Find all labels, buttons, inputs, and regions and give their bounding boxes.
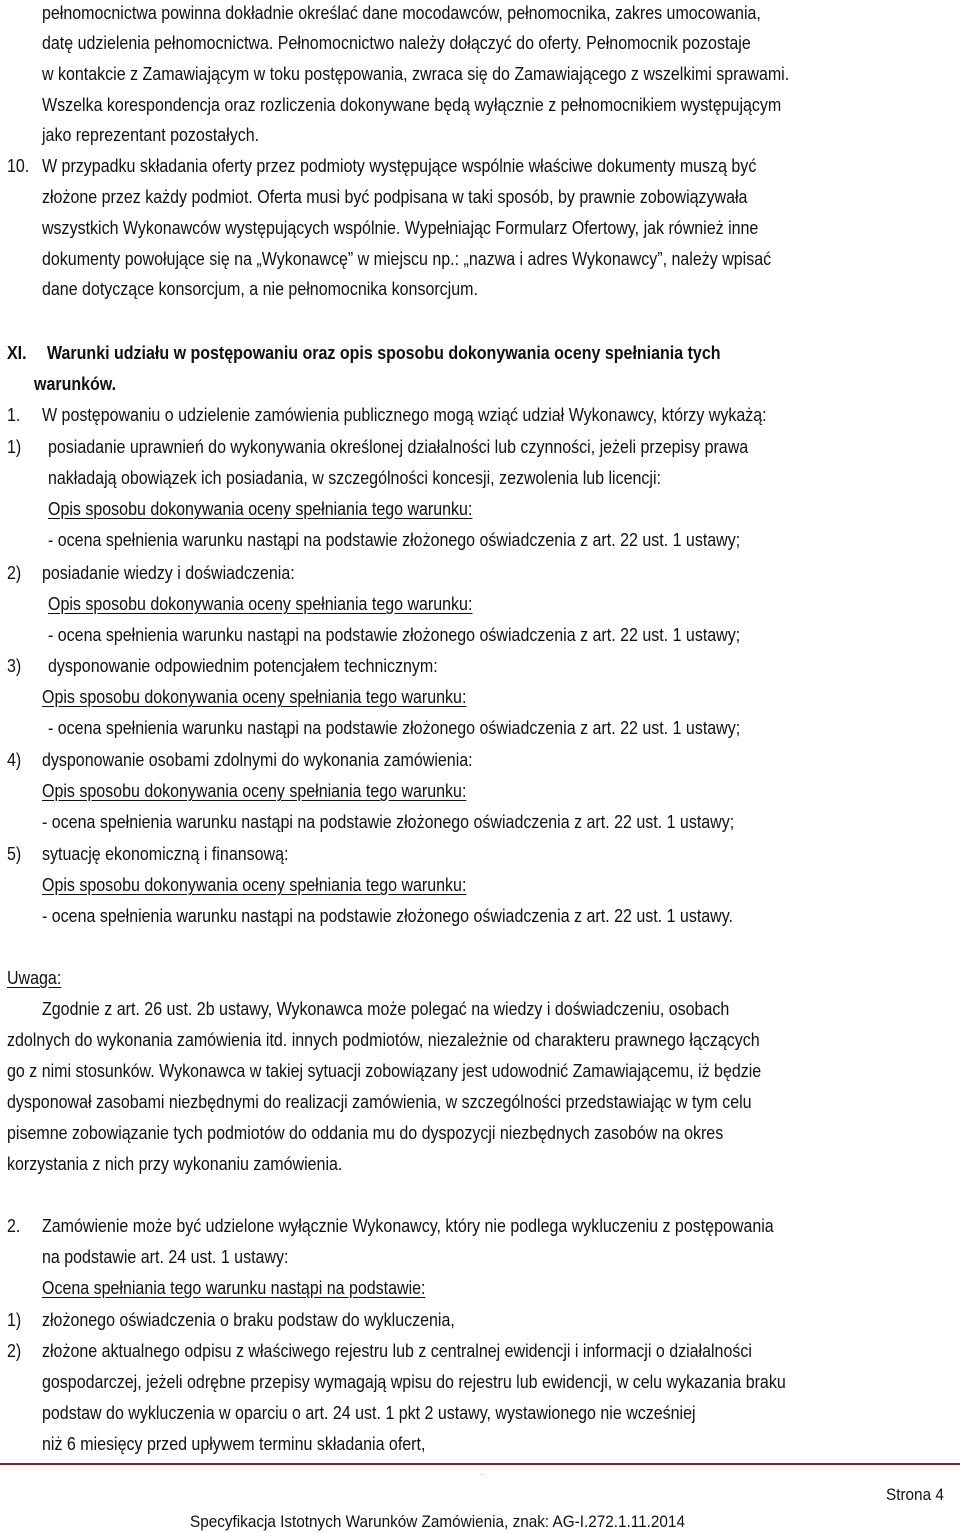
- condition-2-opis: Opis sposobu dokonywania oceny spełniania tego warunku:: [48, 594, 473, 614]
- condition-2-ocena: - ocena spełnienia warunku nastąpi na podstawie złożonego oświadczenia z art. 22 ust. 1 ustawy;: [48, 625, 741, 645]
- footer-ornament: ··: [480, 1470, 486, 1479]
- uwaga-line-4: dysponował zasobami niezbędnymi do realizacji zamówienia, w szczególności przedstawiając w tym celu: [7, 1092, 752, 1112]
- condition-3-text: dysponowanie odpowiednim potencjałem technicznym:: [48, 656, 438, 676]
- uwaga-label: Uwaga:: [7, 968, 62, 988]
- p9-line-1: pełnomocnictwa powinna dokładnie określać dane mocodawców, pełnomocnika, zakres umocowania,: [42, 3, 761, 23]
- uwaga-line-2: zdolnych do wykonania zamówienia itd. innych podmiotów, niezależnie od charakteru prawnego łączących: [7, 1030, 760, 1050]
- uwaga-line-1: Zgodnie z art. 26 ust. 2b ustawy, Wykonawca może polegać na wiedzy i doświadczeniu, osobach: [42, 999, 730, 1019]
- p10-line-5: dane dotyczące konsorcjum, a nie pełnomocnika konsorcjum.: [42, 279, 478, 299]
- p9-line-3: w kontakcie z Zamawiającym w toku postępowania, zwraca się do Zamawiającego z wszelkimi sprawami.: [42, 64, 790, 84]
- condition-3-opis: Opis sposobu dokonywania oceny spełniania tego warunku:: [42, 687, 467, 707]
- point1-text: W postępowaniu o udzielenie zamówienia publicznego mogą wziąć udział Wykonawcy, którzy wykażą:: [42, 405, 767, 425]
- section-title-line-1: Warunki udziału w postępowaniu oraz opis sposobu dokonywania oceny spełniania tych: [47, 343, 721, 363]
- point1-number: 1.: [7, 405, 21, 425]
- p9-line-4: Wszelka korespondencja oraz rozliczenia dokonywane będą wyłącznie z pełnomocnikiem występującym: [42, 95, 782, 115]
- condition-4-ocena: - ocena spełnienia warunku nastąpi na podstawie złożonego oświadczenia z art. 22 ust. 1 ustawy;: [42, 812, 735, 832]
- uwaga-line-3: go z nimi stosunków. Wykonawca w takiej sytuacji zobowiązany jest udowodnić Zamawiającemu, iż będzie: [7, 1061, 762, 1081]
- p9-line-5: jako reprezentant pozostałych.: [42, 125, 260, 145]
- point2-line-1: Zamówienie może być udzielone wyłącznie Wykonawcy, który nie podlega wykluczeniu z postępowania: [42, 1216, 774, 1236]
- point2-item-1-text: złożonego oświadczenia o braku podstaw do wykluczenia,: [42, 1310, 455, 1330]
- condition-5-ocena: - ocena spełnienia warunku nastąpi na podstawie złożonego oświadczenia z art. 22 ust. 1 ustawy.: [42, 906, 734, 926]
- condition-2-number: 2): [7, 563, 22, 583]
- section-title-line-2: warunków.: [34, 374, 117, 394]
- condition-4-text: dysponowanie osobami zdolnymi do wykonania zamówienia:: [42, 750, 473, 770]
- section-number: XI.: [7, 343, 27, 363]
- uwaga-line-5: pisemne zobowiązanie tych podmiotów do oddania mu do dyspozycji niezbędnych zasobów na okres: [7, 1123, 724, 1143]
- uwaga-line-6: korzystania z nich przy wykonaniu zamówienia.: [7, 1154, 343, 1174]
- condition-3-ocena: - ocena spełnienia warunku nastąpi na podstawie złożonego oświadczenia z art. 22 ust. 1 ustawy;: [48, 718, 741, 738]
- condition-1-number: 1): [7, 437, 22, 457]
- condition-1-line-1: posiadanie uprawnień do wykonywania określonej działalności lub czynności, jeżeli przepisy prawa: [48, 437, 749, 457]
- point2-item-2-line-2: gospodarczej, jeżeli odrębne przepisy wymagają wpisu do rejestru lub ewidencji, w celu wykazania braku: [42, 1372, 786, 1392]
- point2-item-2-number: 2): [7, 1341, 22, 1361]
- condition-3-number: 3): [7, 656, 22, 676]
- point2-line-2: na podstawie art. 24 ust. 1 ustawy:: [42, 1247, 289, 1267]
- point2-number: 2.: [7, 1216, 21, 1236]
- p10-number: 10.: [7, 156, 30, 176]
- p10-line-1: W przypadku składania oferty przez podmioty występujące wspólnie właściwe dokumenty muszą być: [42, 156, 757, 176]
- condition-2-text: posiadanie wiedzy i doświadczenia:: [42, 563, 295, 583]
- point2-item-2-line-1: złożone aktualnego odpisu z właściwego rejestru lub z centralnej ewidencji i informacji o działalności: [42, 1341, 752, 1361]
- point2-item-1-number: 1): [7, 1310, 22, 1330]
- point2-item-2-line-4: niż 6 miesięcy przed upływem terminu składania ofert,: [42, 1434, 426, 1454]
- point2-ocena-label: Ocena spełniania tego warunku nastąpi na podstawie:: [42, 1278, 426, 1298]
- footer-spec-title: Specyfikacja Istotnych Warunków Zamówienia, znak: AG-I.272.1.11.2014: [190, 1512, 685, 1531]
- footer-rule: [0, 1463, 960, 1465]
- condition-5-text: sytuację ekonomiczną i finansową:: [42, 844, 289, 864]
- condition-1-line-2: nakładają obowiązek ich posiadania, w szczególności koncesji, zezwolenia lub licencji:: [48, 468, 661, 488]
- p10-line-4: dokumenty powołujące się na „Wykonawcę” w miejscu np.: „nazwa i adres Wykonawcy”, należy wpisać: [42, 249, 772, 269]
- condition-1-ocena: - ocena spełnienia warunku nastąpi na podstawie złożonego oświadczenia z art. 22 ust. 1 ustawy;: [48, 530, 741, 550]
- point2-item-2-line-3: podstaw do wykluczenia w oparciu o art. 24 ust. 1 pkt 2 ustawy, wystawionego nie wcześniej: [42, 1403, 696, 1423]
- p10-line-2: złożone przez każdy podmiot. Oferta musi być podpisana w taki sposób, by prawnie zobowiązywała: [42, 187, 748, 207]
- condition-4-opis: Opis sposobu dokonywania oceny spełniania tego warunku:: [42, 781, 467, 801]
- page-number: Strona 4: [886, 1485, 944, 1504]
- condition-4-number: 4): [7, 750, 22, 770]
- condition-1-opis: Opis sposobu dokonywania oceny spełniania tego warunku:: [48, 499, 473, 519]
- p10-line-3: wszystkich Wykonawców występujących wspólnie. Wypełniając Formularz Ofertowy, jak również inne: [42, 218, 759, 238]
- p9-line-2: datę udzielenia pełnomocnictwa. Pełnomocnictwo należy dołączyć do oferty. Pełnomocnik pozostaje: [42, 33, 751, 53]
- condition-5-number: 5): [7, 844, 22, 864]
- condition-5-opis: Opis sposobu dokonywania oceny spełniania tego warunku:: [42, 875, 467, 895]
